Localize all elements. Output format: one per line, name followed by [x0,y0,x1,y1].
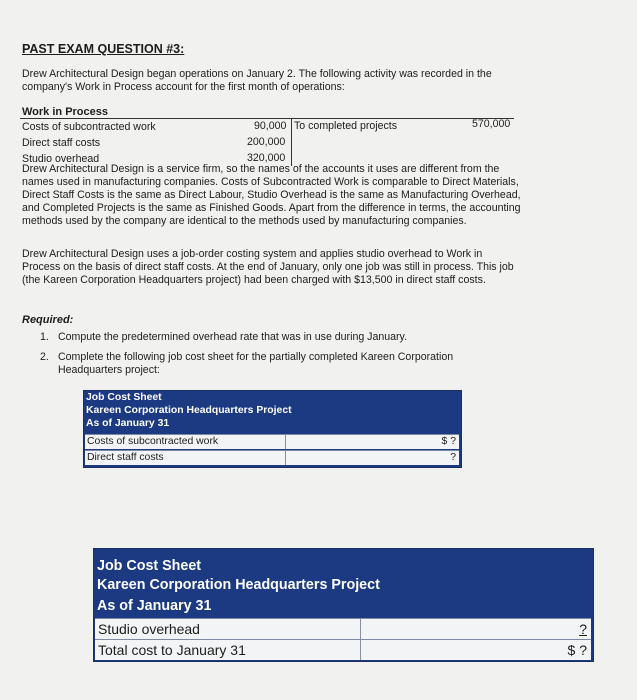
wip-credit-label: To completed projects [294,120,398,132]
wip-row-label: Costs of subcontracted work [22,121,156,133]
sheet-row [85,450,459,465]
page-title: PAST EXAM QUESTION #3: [22,42,185,56]
required-heading: Required: [22,314,74,326]
sheet-project: Kareen Corporation Headquarters Project [97,577,380,593]
row-value[interactable]: $ ? [567,642,587,658]
row-label: Total cost to January 31 [98,642,246,658]
row-label: Direct staff costs [87,452,164,463]
sheet-title: Job Cost Sheet [97,558,202,574]
sheet-date: As of January 31 [97,598,212,614]
explanation-paragraph: Drew Architectural Design is a service firm, so the names of the accounts it uses are different from the names used in manufacturing companies. Costs of Subcontracted Work is comparable to Direct Materials, Direct Staff Costs is the same as Direct Labour, Studio Overhead is the same as Manufacturing Overhead, and Completed Projects is the same as Finished Goods. Apart from the difference in terms, the accounting methods used by the company are identical to the methods used by manufacturing companies. [22,163,521,227]
question-number: 2. [40,351,49,363]
question-text: Compute the predetermined overhead rate that was in use during January. [58,331,408,343]
row-label: Studio overhead [98,621,200,637]
sheet-project: Kareen Corporation Headquarters Project [86,405,292,416]
wip-row-label: Direct staff costs [22,137,101,149]
row-value[interactable]: ? [579,621,587,637]
wip-top-rule [20,118,514,119]
intro-paragraph: Drew Architectural Design began operations on January 2. The following activity was recorded in the company's Work in Process account for the first month of operations: [22,68,492,93]
row-label: Costs of subcontracted work [87,436,219,447]
column-divider [360,619,361,639]
sheet-row [85,434,459,449]
row-value[interactable]: $ ? [441,436,456,447]
sheet-row [95,618,591,639]
sheet-date: As of January 31 [86,418,170,429]
job-cost-sheet-small [83,390,462,468]
sheet-row [95,639,591,660]
wip-credit-value: 570,000 [472,118,511,130]
wip-row-debit: 200,000 [247,136,286,148]
wip-center-rule [291,118,292,166]
job-cost-sheet-large [93,548,594,662]
wip-row-debit: 320,000 [247,152,286,164]
wip-row-debit: 90,000 [254,120,287,132]
column-divider [285,435,286,449]
wip-row-label: Studio overhead [22,153,100,165]
column-divider [285,451,286,465]
question-number: 1. [40,331,49,343]
sheet-title: Job Cost Sheet [86,392,162,403]
costing-paragraph: Drew Architectural Design uses a job-order costing system and applies studio overhead to Work in Process on the basis of direct staff costs. At the end of January, only one job was still in process. This job (the Kareen Corporation Headquarters project) had been charged with $13,500 in direct staff costs. [22,248,514,286]
column-divider [360,640,361,660]
question-text: Complete the following job cost sheet for the partially completed Kareen Corporation Headquarters project: [58,351,454,376]
row-value[interactable]: ? [450,452,456,463]
wip-header: Work in Process [22,106,108,118]
